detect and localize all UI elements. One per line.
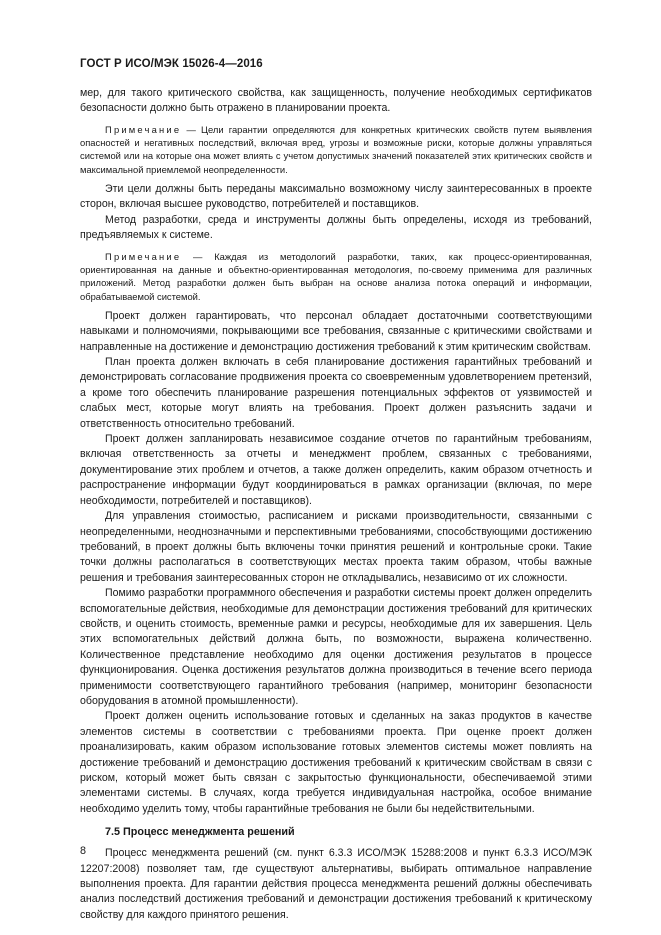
paragraph: Помимо разработки программного обеспечения и разработки системы проект должен определить вспомогательные действия, необходимые для демонстрации достижения требований для критических свойств, и оценить стоимость, временные рамки и ресурсы, необходимые для их завершения. Цель этих вспомогательных действий должна быть, по возможности, выражена количественно. Количественное представление необходимо для оценки достижения результатов в процессе функционирования. Оценка достижения результатов должна производиться в течение всего периода применимости соответствующего гарантийного требования (например, мониторинг безопасности оборудования в атомной промышленности). (80, 587, 592, 707)
page-body (80, 86, 592, 923)
paragraph: Проект должен гарантировать, что персонал обладает достаточными соответствующими навыками и полномочиями, покрывающими все требования, связанные с критическими свойствами и направленные на достижение и демонстрацию достижения требований к этим критическим свойствам. (80, 309, 592, 353)
paragraph: Проект должен запланировать независимое создание отчетов по гарантийным требованиям, включая ответственность за отчеты и менеджмент проблем, связанных с требованиями, документирование этих проблем и отчетов, а также должен определить, каким образом отчетность и распространение информации будут координироваться в рамках организации (включая, по мере необходимости, потребителей и поставщиков). (80, 433, 592, 507)
note-label: Примечание (105, 123, 182, 135)
note-2 (80, 250, 592, 303)
note-text: — Цели гарантии определяются для конкретных критических свойств путем выявления опасностей и негативных последствий, включая вред, угрозы и возможные риски, которые должны управляться системой или на которые она может влиять с учетом допустимых значений показателей этих критических свойств и максимальной приемлемой неопределенности. (80, 123, 592, 175)
paragraph: План проекта должен включать в себя планирование достижения гарантийных требований и демонстрировать согласование продвижения проекта со своевременным удовлетворением претензий, а кроме того обеспечить планирование разрешения потенциальных эффектов от уязвимостей и слабых мест, которые могут влиять на требования. Проект должен разъяснить задачи и ответственность относительно требований. (80, 356, 592, 430)
section-heading: 7.5 Процесс менеджмента решений (105, 826, 295, 839)
note-text: — Каждая из методологий разработки, таких, как процесс-ориентированная, ориентированная на данные и объектно-ориентированная методология, по-своему применима для различных приложений. Метод разработки должен быть выбран на основе анализа потока операций и информации, обрабатываемой системой. (80, 250, 592, 302)
note-label: Примечание (105, 250, 182, 262)
document-header: ГОСТ Р ИСО/МЭК 15026-4—2016 (80, 58, 263, 70)
paragraph: Для управления стоимостью, расписанием и рисками производительности, связанными с неопределенными, неоднозначными и перспективными требованиями, способствующими достижению требований, в проект должны быть включены точки принятия решений и контрольные сроки. Такие точки должны располагаться в соответствующих местах проекта таким образом, чтобы важные решения и требования заинтересованных сторон не откладывались, независимо от их сложности. (80, 510, 592, 584)
paragraph: Эти цели должны быть переданы максимально возможному числу заинтересованных в проекте сторон, включая высшее руководство, потребителей и поставщиков. (80, 183, 592, 211)
page-number: 8 (80, 845, 87, 857)
note-1 (80, 123, 592, 176)
paragraph: Проект должен оценить использование готовых и сделанных на заказ продуктов в качестве элементов системы в соответствии с требованиями проекта. При оценке проект должен проанализировать, каким образом использование готовых элементов системы может повлиять на достижение требований и демонстрацию достижения требований к критическим свойствам в связи с риском, который может быть связан с закрытостью функциональности, обеспечиваемой этими элементами системы. В случаях, когда требуется индивидуальная настройка, особое внимание необходимо уделить тому, чтобы гарантийные требования не были бы недействительными. (80, 710, 592, 815)
paragraph: Процесс менеджмента решений (см. пункт 6.3.3 ИСО/МЭК 15288:2008 и пункт 6.3.3 ИСО/МЭК 12207:2008) позволяет там, где существуют альтернативы, выбирать оптимальное направление выполнения проекта. Для гарантии действия процесса менеджмента решений должны обеспечивать анализ последствий достижения требований и демонстрации достижения требований к критическому свойству для каждого принятого решения. (80, 847, 592, 921)
paragraph-continuation: мер, для такого критического свойства, как защищенность, получение необходимых сертификатов безопасности должно быть отражено в планировании проекта. (80, 87, 592, 115)
paragraph: Метод разработки, среда и инструменты должны быть определены, исходя из требований, предъявляемых к системе. (80, 213, 592, 242)
